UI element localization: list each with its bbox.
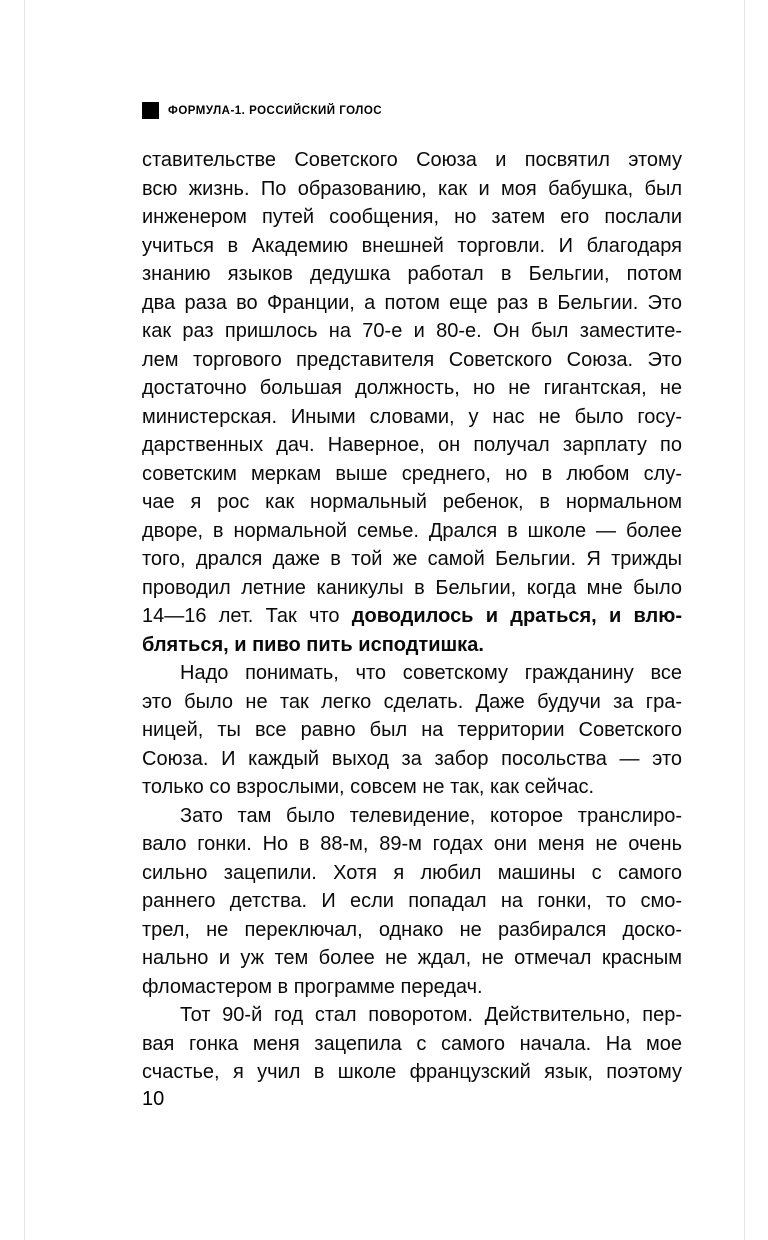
page-number: 10 bbox=[142, 1088, 165, 1110]
running-header bbox=[142, 102, 382, 119]
text-line: того, дрался даже в той же самой Бельгии. Я трижды bbox=[142, 548, 682, 570]
text-line: знанию языков дедушка работал в Бельгии, потом bbox=[142, 263, 682, 285]
text-line: министерская. Иными словами, у нас не было госу- bbox=[142, 405, 682, 428]
page-edge-left bbox=[24, 0, 25, 1240]
text-line: дворе, в нормальной семье. Дрался в школе — более bbox=[142, 519, 682, 542]
text-line: учиться в Академию внешней торговли. И благодаря bbox=[142, 234, 682, 257]
text-line: инженером путей сообщения, но затем его послали bbox=[142, 206, 682, 228]
page-edge-right bbox=[744, 0, 745, 1240]
paragraph bbox=[142, 146, 682, 659]
paragraph bbox=[142, 802, 682, 1002]
text-line: Тот 90-й год стал поворотом. Действительно, пер- bbox=[180, 1004, 682, 1026]
text-line: трел, не переключал, однако не разбирался доско- bbox=[142, 918, 682, 941]
text-line: два раза во Франции, а потом еще раз в Бельгии. Это bbox=[142, 291, 682, 314]
text-line: счастье, я учил в школе французский язык, поэтому bbox=[142, 1061, 682, 1083]
black-square-icon bbox=[142, 102, 159, 119]
text-line: фломастером в программе передач. bbox=[142, 975, 483, 998]
text-line: Союза. И каждый выход за забор посольства — это bbox=[142, 747, 682, 770]
text-line: только со взрослыми, совсем не так, как сейчас. bbox=[142, 776, 595, 798]
page-body bbox=[142, 146, 682, 1087]
text-line: это было не так легко сделать. Даже будучи за гра- bbox=[142, 690, 682, 713]
text-line: советским меркам выше среднего, но в любом слу- bbox=[142, 462, 682, 485]
paragraph bbox=[142, 659, 682, 802]
text-line: вало гонки. Но в 88-м, 89-м годах они меня не очень bbox=[142, 833, 682, 855]
text-line: дарственных дач. Наверное, он получал зарплату по bbox=[142, 434, 682, 456]
text-line: раннего детства. И если попадал на гонки, то смо- bbox=[142, 890, 682, 912]
text-line: нально и уж тем более не ждал, не отмечал красным bbox=[142, 947, 682, 969]
paragraph bbox=[142, 1001, 682, 1087]
running-header-title: ФОРМУЛА-1. РОССИЙСКИЙ ГОЛОС bbox=[168, 104, 383, 117]
text-line: всю жизнь. По образованию, как и моя бабушка, был bbox=[142, 177, 682, 200]
text-line: лем торгового представителя Советского Союза. Это bbox=[142, 348, 682, 371]
text-line: 14—16 лет. Так что доводилось и драться, и влю- bbox=[142, 605, 682, 627]
text-line: чае я рос как нормальный ребенок, в нормальном bbox=[142, 491, 682, 513]
text-line: Зато там было телевидение, которое транслиро- bbox=[180, 804, 682, 827]
text-line: бляться, и пиво пить исподтишка. bbox=[142, 633, 484, 656]
text-line: проводил летние каникулы в Бельгии, когда мне было bbox=[142, 576, 682, 599]
text-line: сильно зацепили. Хотя я любил машины с самого bbox=[142, 861, 682, 884]
text-line: достаточно большая должность, но не гигантская, не bbox=[142, 377, 682, 399]
text-line: ницей, ты все равно был на территории Советского bbox=[142, 719, 682, 741]
text-line: Надо понимать, что советскому гражданину все bbox=[180, 662, 682, 684]
text-line: как раз пришлось на 70-е и 80-е. Он был заместите- bbox=[142, 320, 682, 342]
text-line: вая гонка меня зацепила с самого начала. На мое bbox=[142, 1032, 682, 1055]
text-line: ставительстве Советского Союза и посвятил этому bbox=[142, 149, 682, 171]
